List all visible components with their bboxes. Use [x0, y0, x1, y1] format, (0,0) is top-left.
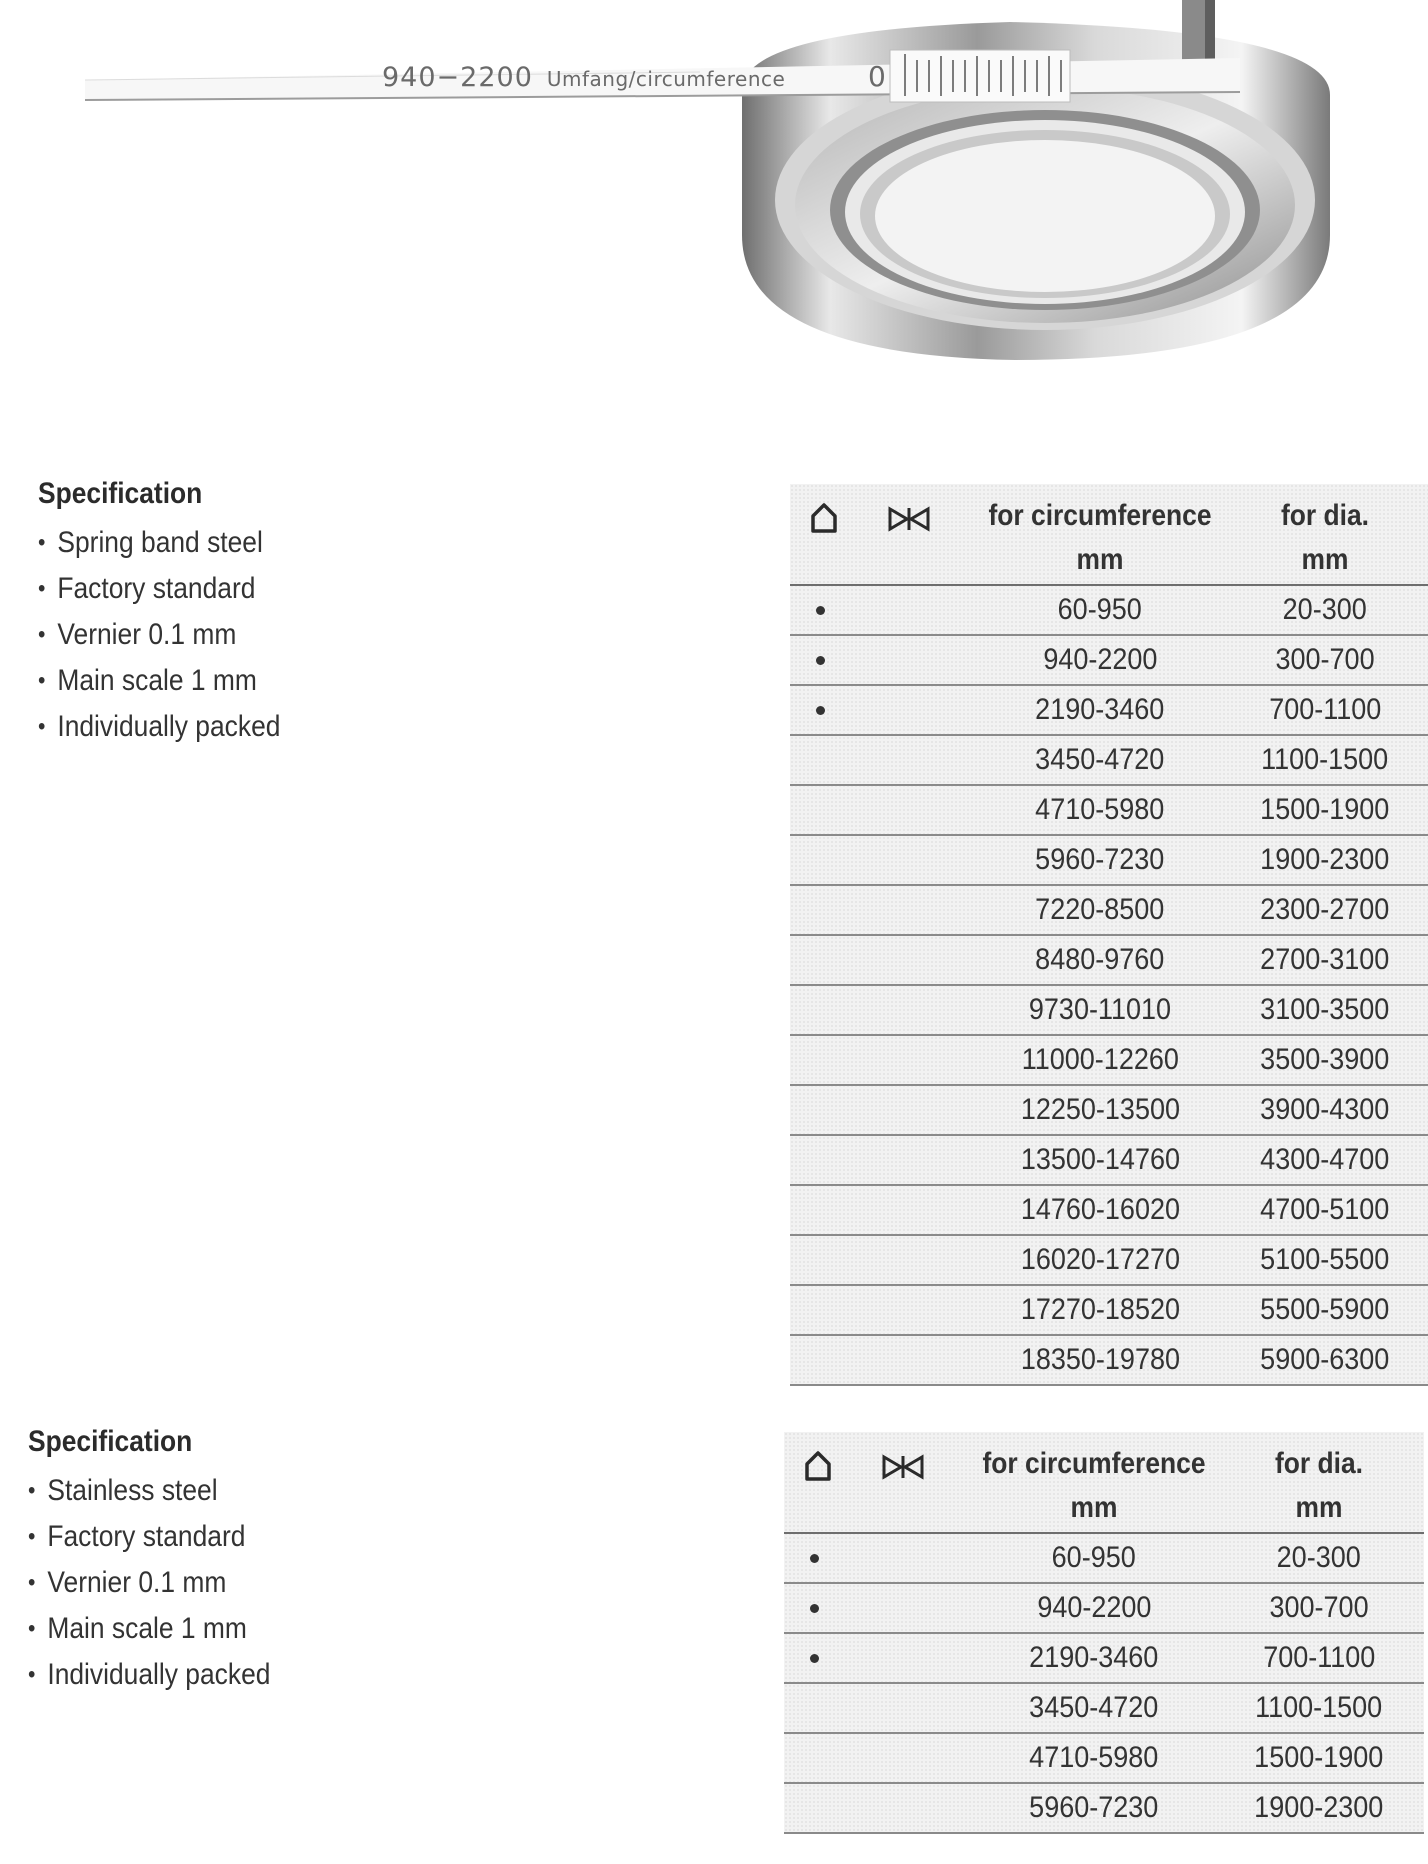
in-stock-dot-icon — [816, 606, 825, 615]
header-diameter: for dia. mm — [1274, 1447, 1363, 1524]
table-row — [784, 1734, 1424, 1784]
diameter-cell: 300-700 — [1269, 1591, 1369, 1624]
circumference-cell: 60-950 — [1057, 593, 1143, 626]
bullet-icon: • — [38, 621, 46, 648]
spec-item: • Stainless steel — [28, 1468, 270, 1514]
table-row — [790, 836, 1428, 886]
circumference-cell: 940-2200 — [1042, 643, 1158, 676]
in-stock-dot-icon — [810, 1654, 819, 1663]
in-stock-dot-icon — [816, 656, 825, 665]
header-circumference: for circumference mm — [988, 499, 1212, 576]
spec-list — [38, 520, 314, 750]
table-body — [784, 1534, 1424, 1834]
circumference-cell: 60-950 — [1051, 1541, 1137, 1574]
bullet-icon: • — [38, 575, 46, 602]
table-row — [790, 1036, 1428, 1086]
circumference-cell: 5960-7230 — [1035, 843, 1165, 876]
house-icon — [804, 1450, 832, 1482]
house-icon — [810, 502, 838, 534]
tape-zero: 0 — [868, 60, 886, 93]
in-stock-dot-icon — [810, 1554, 819, 1563]
diameter-cell: 4700-5100 — [1260, 1193, 1390, 1226]
spec-block-2 — [28, 1422, 304, 1698]
table-row — [790, 736, 1428, 786]
tape-range: 940−2200 — [382, 62, 533, 93]
circumference-cell: 940-2200 — [1036, 1591, 1152, 1624]
diameter-cell: 20-300 — [1276, 1541, 1362, 1574]
spec-list — [28, 1468, 304, 1698]
circumference-cell: 3450-4720 — [1029, 1691, 1159, 1724]
table-row — [784, 1634, 1424, 1684]
diameter-cell: 700-1100 — [1268, 693, 1382, 726]
diameter-cell: 1100-1500 — [1261, 743, 1389, 776]
spec-item: • Individually packed — [28, 1652, 270, 1698]
circumference-cell: 8480-9760 — [1035, 943, 1165, 976]
circumference-cell: 18350-19780 — [1020, 1343, 1180, 1376]
bullet-icon: • — [28, 1477, 36, 1504]
diameter-cell: 5100-5500 — [1260, 1243, 1390, 1276]
diameter-cell: 1900-2300 — [1254, 1791, 1384, 1824]
table-row — [790, 1136, 1428, 1186]
circumference-cell: 16020-17270 — [1020, 1243, 1180, 1276]
table-row — [790, 786, 1428, 836]
table-row — [784, 1684, 1424, 1734]
circumference-cell: 4710-5980 — [1035, 793, 1165, 826]
table-row — [784, 1584, 1424, 1634]
diameter-cell: 4300-4700 — [1260, 1143, 1390, 1176]
circumference-cell: 4710-5980 — [1029, 1741, 1159, 1774]
table-row — [790, 686, 1428, 736]
diameter-cell: 3500-3900 — [1260, 1043, 1390, 1076]
spec-title: Specification — [38, 477, 203, 510]
spec-item: • Main scale 1 mm — [38, 658, 280, 704]
tape-label — [382, 62, 785, 93]
circumference-cell: 2190-3460 — [1035, 693, 1165, 726]
diameter-cell: 20-300 — [1282, 593, 1368, 626]
table-row — [790, 1336, 1428, 1386]
spec-block-1 — [38, 474, 314, 750]
circumference-cell: 11000-12260 — [1021, 1043, 1179, 1076]
diameter-cell: 1100-1500 — [1255, 1691, 1383, 1724]
header-diameter: for dia. mm — [1280, 499, 1369, 576]
diameter-cell: 3900-4300 — [1260, 1093, 1390, 1126]
diameter-cell: 300-700 — [1275, 643, 1375, 676]
spec-item: • Individually packed — [38, 704, 280, 750]
diameter-cell: 3100-3500 — [1260, 993, 1390, 1026]
spec-item: • Factory standard — [38, 566, 280, 612]
in-stock-dot-icon — [810, 1604, 819, 1613]
diameter-cell: 700-1100 — [1262, 1641, 1376, 1674]
circumference-cell: 2190-3460 — [1029, 1641, 1159, 1674]
bowtie-icon — [888, 506, 930, 532]
table-row — [784, 1534, 1424, 1584]
in-stock-dot-icon — [816, 706, 825, 715]
header-circumference: for circumference mm — [982, 1447, 1206, 1524]
size-table-2 — [784, 1432, 1424, 1834]
bowtie-icon — [882, 1454, 924, 1480]
bullet-icon: • — [28, 1661, 36, 1688]
circumference-cell: 3450-4720 — [1035, 743, 1165, 776]
table-row — [790, 986, 1428, 1036]
diameter-cell: 5900-6300 — [1260, 1343, 1390, 1376]
spec-item: • Main scale 1 mm — [28, 1606, 270, 1652]
diameter-cell: 2300-2700 — [1260, 893, 1390, 926]
circumference-cell: 12250-13500 — [1020, 1093, 1180, 1126]
table-row — [790, 886, 1428, 936]
tape-measure-image — [0, 0, 1428, 380]
table-body — [790, 586, 1428, 1386]
table-header — [790, 484, 1428, 586]
bullet-icon: • — [38, 713, 46, 740]
table-row — [790, 1236, 1428, 1286]
table-row — [790, 936, 1428, 986]
diameter-cell: 1500-1900 — [1260, 793, 1390, 826]
table-row — [784, 1784, 1424, 1834]
circumference-cell: 13500-14760 — [1020, 1143, 1180, 1176]
spec-item: • Vernier 0.1 mm — [38, 612, 280, 658]
size-table-1 — [790, 484, 1428, 1386]
circumference-cell: 7220-8500 — [1035, 893, 1165, 926]
spec-item: • Vernier 0.1 mm — [28, 1560, 270, 1606]
circumference-cell: 5960-7230 — [1029, 1791, 1159, 1824]
bullet-icon: • — [28, 1569, 36, 1596]
diameter-cell: 1900-2300 — [1260, 843, 1390, 876]
table-header — [784, 1432, 1424, 1534]
table-row — [790, 1186, 1428, 1236]
bullet-icon: • — [28, 1523, 36, 1550]
table-row — [790, 636, 1428, 686]
bullet-icon: • — [38, 667, 46, 694]
circumference-cell: 14760-16020 — [1020, 1193, 1180, 1226]
spec-item: • Factory standard — [28, 1514, 270, 1560]
bullet-icon: • — [38, 529, 46, 556]
bullet-icon: • — [28, 1615, 36, 1642]
table-row — [790, 586, 1428, 636]
tape-text: Umfang/circumference — [546, 67, 786, 91]
table-row — [790, 1086, 1428, 1136]
diameter-cell: 2700-3100 — [1260, 943, 1390, 976]
table-row — [790, 1286, 1428, 1336]
spec-item: • Spring band steel — [38, 520, 280, 566]
diameter-cell: 1500-1900 — [1254, 1741, 1384, 1774]
diameter-cell: 5500-5900 — [1260, 1293, 1390, 1326]
circumference-cell: 17270-18520 — [1020, 1293, 1180, 1326]
circumference-cell: 9730-11010 — [1028, 993, 1172, 1026]
spec-title: Specification — [28, 1425, 193, 1458]
